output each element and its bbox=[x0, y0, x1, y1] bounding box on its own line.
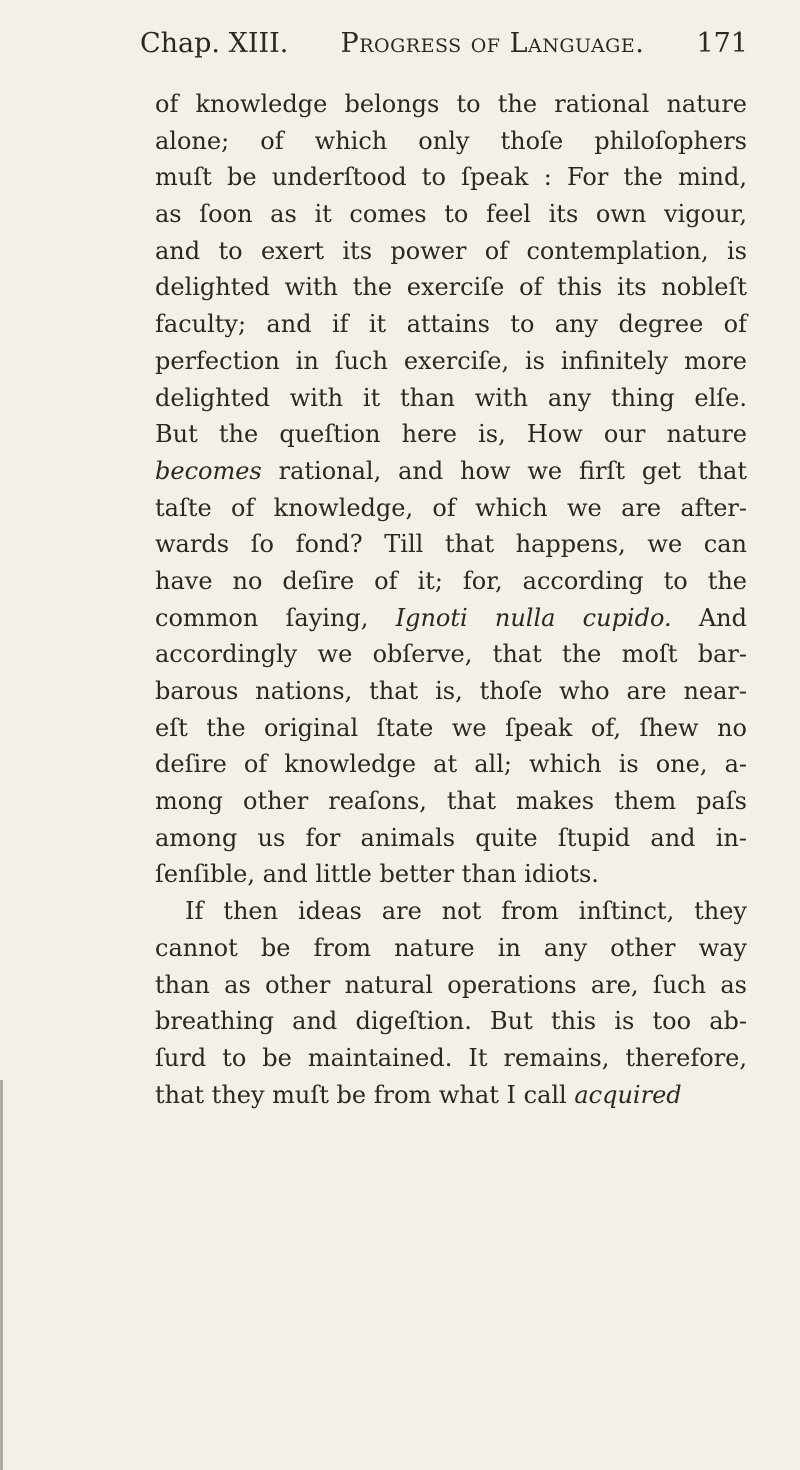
text-segment: common ſaying, bbox=[155, 603, 396, 632]
text-segment: rational, and how we firſt get that bbox=[261, 456, 747, 485]
text-line bbox=[155, 453, 747, 490]
text-line: faculty; and if it attains to any degree of bbox=[155, 310, 747, 339]
text-line: cannot be from nature in any other way bbox=[155, 933, 747, 962]
text-line: taſte of knowledge, of which we are after- bbox=[155, 493, 747, 522]
text-line: muſt be underſtood to ſpeak : For the mind, bbox=[155, 163, 747, 192]
text-line: breathing and digeſtion. But this is too ab- bbox=[155, 1007, 747, 1036]
running-title: Progress of Language. bbox=[340, 28, 645, 59]
text-line: mong other reaſons, that makes them paſs bbox=[155, 787, 747, 816]
text-line: of knowledge belongs to the rational nature bbox=[155, 90, 747, 118]
text-line bbox=[155, 600, 747, 637]
text-line: delighted with the exerciſe of this its nobleſt bbox=[155, 273, 747, 302]
text-segment: that they muſt be from what I call bbox=[155, 1080, 575, 1109]
text-line: eſt the original ſtate we ſpeak of, ſhew no bbox=[155, 713, 747, 742]
text-line: delighted with it than with any thing elſe. bbox=[155, 383, 747, 412]
page-edge-shadow bbox=[0, 1080, 3, 1470]
running-header bbox=[140, 28, 748, 59]
text-line: and to exert its power of contemplation, is bbox=[155, 236, 747, 265]
italic-phrase: becomes bbox=[155, 456, 262, 485]
text-line: as ſoon as it comes to feel its own vigour, bbox=[155, 200, 747, 229]
page-number: 171 bbox=[696, 28, 748, 59]
text-line: ſurd to be maintained. It remains, therefore, bbox=[155, 1043, 747, 1072]
text-line: ſenſible, and little better than idiots. bbox=[155, 860, 599, 889]
italic-phrase: acquired bbox=[574, 1080, 682, 1109]
text-line: accordingly we obſerve, that the moſt bar- bbox=[155, 640, 747, 669]
text-line: wards ſo fond? Till that happens, we can bbox=[155, 530, 747, 559]
text-line: If then ideas are not from inſtinct, they bbox=[185, 897, 747, 926]
text-line: than as other natural operations are, ſuch as bbox=[155, 970, 747, 999]
chapter-label: Chap. XIII. bbox=[140, 28, 289, 59]
page-body-text bbox=[155, 86, 747, 1113]
text-line bbox=[155, 1077, 747, 1114]
text-line: have no deſire of it; for, according to the bbox=[155, 566, 747, 595]
text-segment: And bbox=[671, 603, 748, 632]
text-line: But the queſtion here is, How our nature bbox=[155, 420, 747, 449]
text-line: among us for animals quite ſtupid and in- bbox=[155, 823, 747, 852]
text-line: barous nations, that is, thoſe who are near- bbox=[155, 677, 747, 705]
text-line: perfection in ſuch exerciſe, is infinitely more bbox=[155, 346, 747, 375]
italic-phrase: Ignoti nulla cupido. bbox=[395, 603, 672, 632]
text-line: deſire of knowledge at all; which is one, a- bbox=[155, 750, 747, 779]
text-line: alone; of which only thoſe philoſophers bbox=[155, 126, 747, 155]
